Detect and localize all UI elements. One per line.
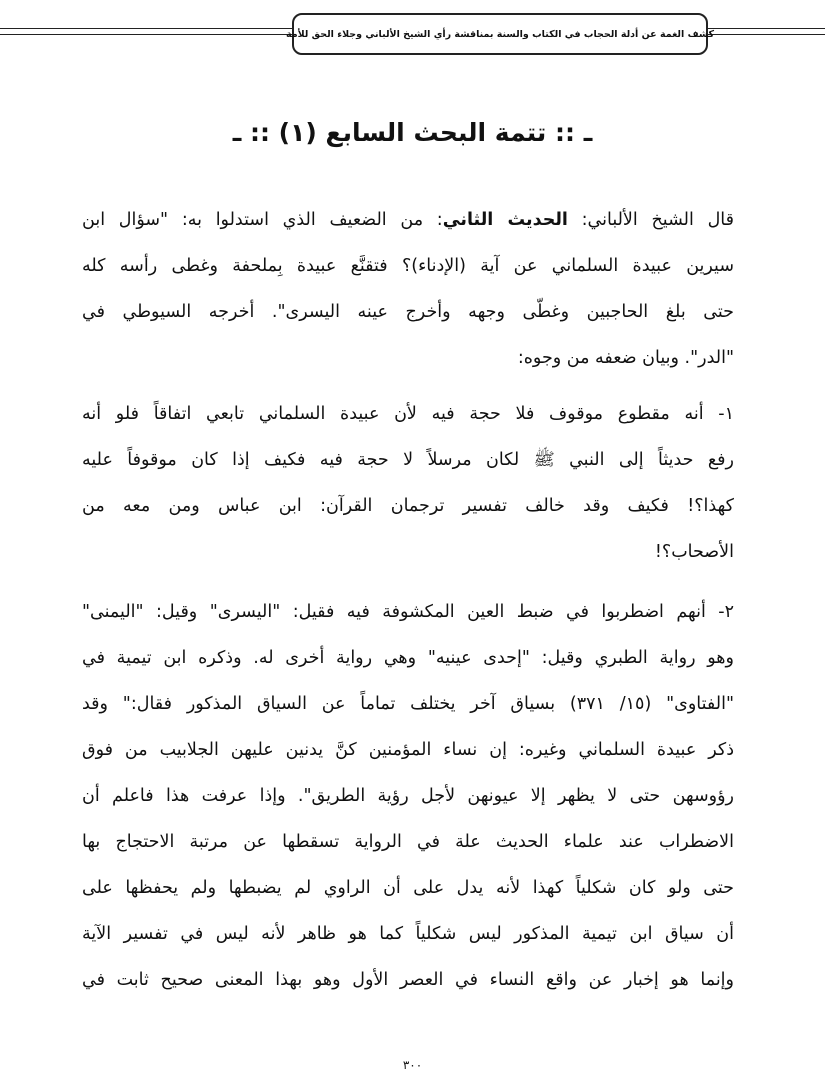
running-header (285, 13, 715, 55)
text-line: "الفتاوى" (١٥/ ٣٧١) بسياق آخر يختلف تماماً عن السياق المذكور فقال:" وقد (82, 694, 735, 714)
text-line: ١- أنه مقطوع موقوف فلا حجة فيه لأن عبيدة السلماني تابعي اتفاقاً فلو أنه (82, 404, 734, 424)
paragraph-2 (82, 391, 734, 575)
text-line: ٢- أنهم اضطربوا في ضبط العين المكشوفة فيه فقيل: "اليسرى" وقيل: "اليمنى" (82, 602, 734, 622)
text-line: قال الشيخ الألباني: الحديث الثاني: من الضعيف الذي استدلوا به: "سؤال ابن (82, 210, 735, 230)
text-line: سيرين عبيدة السلماني عن آية (الإدناء)؟ فتقنَّع عبيدة بِملحفة وغطى رأسه كله (82, 256, 734, 276)
text-line: كهذا؟! فكيف وقد خالف تفسير ترجمان القرآن: ابن عباس ومن معه من (82, 496, 734, 516)
text-line: وهو رواية الطبري وقيل: "إحدى عينيه" وهي رواية أخرى له. وذكره ابن تيمية في (82, 648, 734, 668)
text-line: حتى ولو كان شكلياً كهذا لأنه يدل على أن الراوي لم يضبطها ولم يحفظها على (82, 878, 734, 898)
page-number: ٣٠٠ (402, 1058, 423, 1072)
text-line: رؤوسهن حتى لا يظهر إلا عيونهن لأجل رؤية الطريق". وإذا عرفت هذا فاعلم أن (82, 786, 734, 806)
text-line: ذكر عبيدة السلماني وغيره: إن نساء المؤمنين كنَّ يدنين عليهن الجلابيب من فوق (82, 740, 734, 760)
section-title: ـ :: تتمة البحث السابع (١) :: ـ (232, 118, 593, 147)
text-line: رفع حديثاً إلى النبي ﷺ لكان مرسلاً لا حجة فيه فكيف إذا كان موقوفاً عليه (82, 450, 734, 470)
text-line: الأصحاب؟! (654, 542, 734, 562)
text-line: الاضطراب عند علماء الحديث علة في الرواية تسقطها عن مرتبة الاحتجاج بها (82, 832, 734, 852)
paragraph-3 (82, 589, 734, 1003)
book-title: كشف الغمة عن أدلة الحجاب في الكتاب والسنة بمناقشة رأي الشيخ الألباني وجلاء الحق للأمة (285, 28, 715, 40)
text-line: "الدر". وبيان ضعفه من وجوه: (517, 348, 734, 368)
text-line: أن سياق ابن تيمية المذكور ليس شكلياً كما هو ظاهر لأنه ليس في تفسير الآية (82, 924, 734, 944)
text-line: حتى بلغ الحاجبين وغطّى وجهه وأخرج عينه اليسرى". أخرجه السيوطي في (82, 302, 734, 322)
paragraph-1 (82, 197, 734, 381)
hadith-label: الحديث الثاني (442, 210, 568, 230)
text-line: وإنما هو إخبار عن واقع النساء في العصر الأول وهو بهذا المعنى صحيح ثابت في (82, 970, 734, 990)
